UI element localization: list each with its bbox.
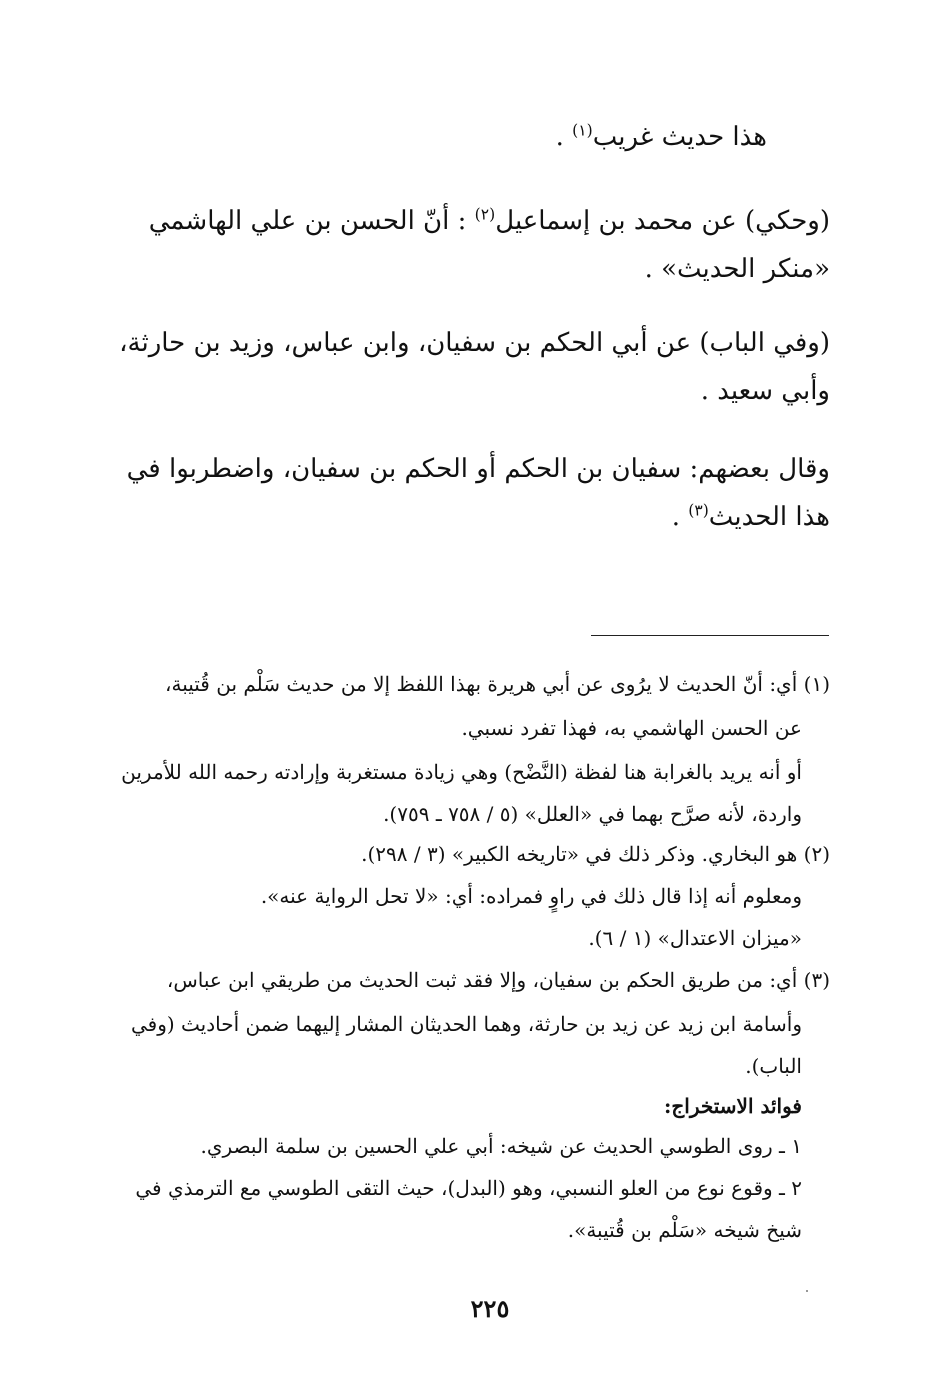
footnote-3-line-1: (٣) أي: من طريق الحكم بن سفيان، وإلا فقد ثبت الحديث من طريقي ابن عباس، — [166, 968, 830, 992]
footnote-ref-2: (٢) — [474, 205, 496, 224]
footnote-2-line-2: ومعلوم أنه إذا قال ذلك في راوٍ فمراده: أي: «لا تحل الرواية عنه». — [260, 884, 802, 908]
footnote-1-line-4: واردة، لأنه صرَّح بهما في «العلل» (٥ / ٧٥٨ ـ ٧٥٩). — [383, 802, 802, 826]
paragraph-4-line-2 — [672, 502, 830, 533]
paragraph-4-text: هذا الحديث — [708, 502, 830, 532]
footnote-1-line-3: أو أنه يريد بالغرابة هنا لفظة (النَّضْح) وهي زيادة مستغربة وإرادته رحمه الله للأمرين — [121, 760, 802, 784]
paragraph-2-line-2: «منكر الحديث» . — [644, 254, 830, 284]
footnote-3-line-3: الباب). — [745, 1054, 802, 1078]
footnote-separator — [591, 635, 829, 636]
footnote-2-line-3: «ميزان الاعتدال» (١ / ٦). — [588, 926, 802, 950]
paragraph-2-line-1 — [118, 206, 830, 237]
benefits-title: فوائد الاستخراج: — [663, 1094, 802, 1118]
paragraph-1-end: . — [555, 122, 573, 152]
footnote-ref-1: (١) — [572, 121, 593, 140]
footnote-ref-3: (٣) — [688, 501, 709, 520]
paragraph-3-line-1: (وفي الباب) عن أبي الحكم بن سفيان، وابن عباس، وزيد بن حارثة، — [119, 328, 830, 358]
benefits-item-2-line-1: ٢ ـ وقوع نوع من العلو النسبي، وهو (البدل)، حيث التقى الطوسي مع الترمذي في — [135, 1176, 802, 1200]
benefits-item-2-line-2: شيخ شيخه «سَلْم بن قُتيبة». — [567, 1218, 802, 1242]
paragraph-2-text-a: (وحكي) عن محمد بن إسماعيل — [495, 206, 830, 236]
page-number: ٢٢٥ — [470, 1294, 510, 1323]
scan-speck — [806, 1290, 808, 1292]
paragraph-4-line-1: وقال بعضهم: سفيان بن الحكم أو الحكم بن سفيان، واضطربوا في — [126, 454, 830, 484]
paragraph-4-end: . — [671, 502, 689, 532]
paragraph-3-line-2: وأبي سعيد . — [700, 376, 830, 406]
paragraph-1 — [556, 122, 767, 153]
benefits-item-1: ١ ـ روى الطوسي الحديث عن شيخه: أبي علي الحسين بن سلمة البصري. — [200, 1134, 802, 1158]
footnote-1-line-2: عن الحسن الهاشمي به، فهذا تفرد نسبي. — [461, 716, 802, 740]
footnote-3-line-2: وأسامة ابن زيد عن زيد بن حارثة، وهما الحديثان المشار إليهما ضمن أحاديث (وفي — [130, 1012, 802, 1036]
paragraph-1-text: هذا حديث غريب — [592, 122, 767, 152]
paragraph-2-text-b: : أنّ الحسن بن علي الهاشمي — [148, 206, 475, 236]
footnote-2-line-1: (٢) هو البخاري. وذكر ذلك في «تاريخه الكبير» (٣ / ٢٩٨). — [361, 842, 830, 866]
footnote-1-line-1: (١) أي: أنّ الحديث لا يرُوى عن أبي هريرة بهذا اللفظ إلا من حديث سَلْم بن قُتيبة، — [165, 672, 830, 696]
